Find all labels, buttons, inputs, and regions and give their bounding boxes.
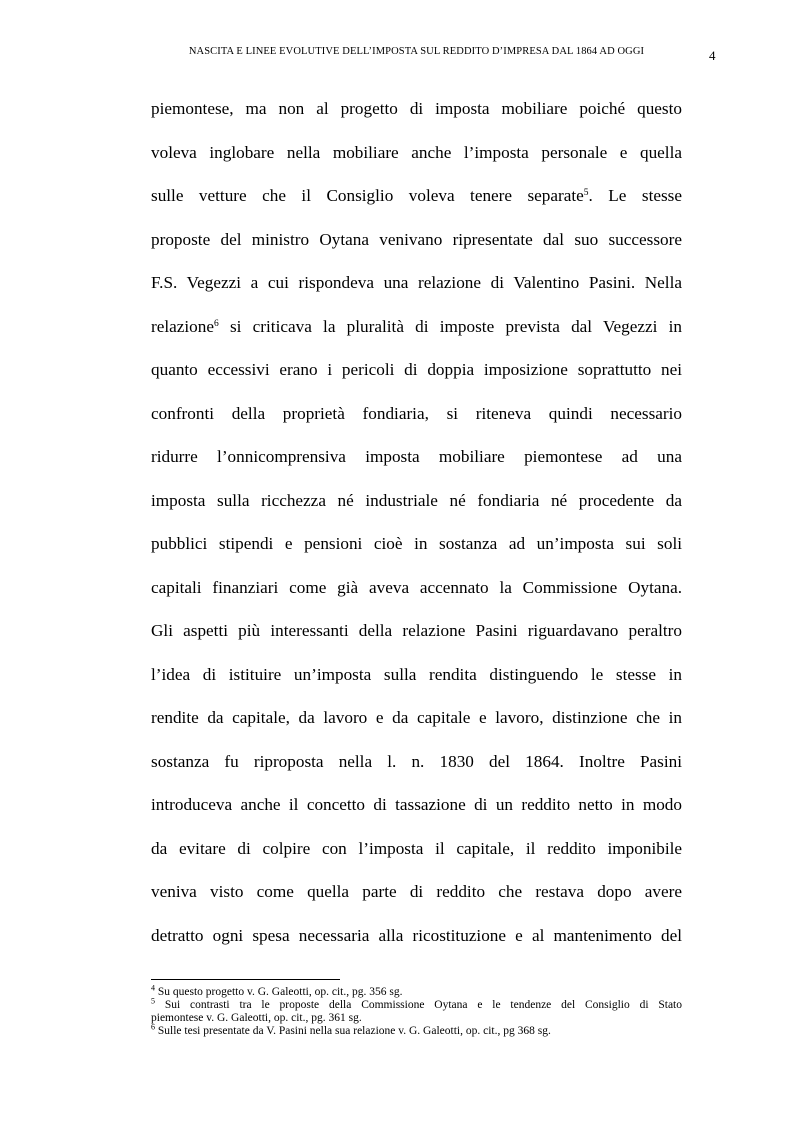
body-line-text: pubblici stipendi e pensioni cioè in sostanza ad un’imposta sui soli	[151, 534, 682, 553]
body-line-text: ridurre l’onnicomprensiva imposta mobiliare piemontese ad una	[151, 447, 682, 466]
footnote-number: 4	[151, 983, 155, 993]
body-line	[151, 435, 682, 479]
body-line	[151, 305, 682, 349]
body-line-text: da evitare di colpire con l’imposta il capitale, il reddito imponibile	[151, 838, 682, 858]
body-line-text: detratto ogni spesa necessaria alla ricostituzione e al mantenimento del	[151, 925, 682, 945]
footnote-4	[151, 983, 682, 999]
body-line-text: confronti della proprietà fondiaria, si riteneva quindi necessario	[151, 403, 682, 423]
body-line-text: l’idea di istituire un’imposta sulla rendita distinguendo le stesse in	[151, 664, 682, 684]
body-line	[151, 653, 682, 697]
footnote-5-continued	[151, 1012, 682, 1025]
body-line	[151, 870, 682, 914]
body-line	[151, 131, 682, 175]
running-header: NASCITA E LINEE EVOLUTIVE DELL’IMPOSTA SUL REDDITO D’IMPRESA DAL 1864 AD OGGI	[188, 46, 645, 57]
body-line	[151, 522, 682, 566]
footnotes	[151, 983, 682, 1038]
footnote-number: 6	[151, 1022, 155, 1032]
body-line	[151, 696, 682, 740]
footnote-number: 5	[151, 996, 155, 1006]
body-line	[151, 827, 682, 871]
body-line-text: . Le stesse	[588, 186, 682, 205]
footnote-text: Su questo progetto v. G. Galeotti, op. cit., pg. 356 sg.	[155, 986, 403, 998]
footnote-text: Sui contrasti tra le proposte della Commissione Oytana e le tendenze del Consiglio di Stato	[155, 999, 682, 1011]
body-line-text: relazione	[151, 316, 214, 336]
body-line	[151, 348, 682, 392]
body-line-text: F.S. Vegezzi a cui rispondeva una relazione di Valentino Pasini. Nella	[151, 273, 682, 292]
body-text	[151, 87, 682, 957]
footnote-5	[151, 996, 682, 1012]
body-line-text: piemontese, ma non al progetto di imposta mobiliare poiché questo	[151, 99, 682, 118]
body-line	[151, 218, 682, 262]
body-line	[151, 566, 682, 610]
body-line-text: voleva inglobare nella mobiliare anche l’imposta personale e quella	[151, 142, 682, 162]
page-number: 4	[709, 48, 716, 63]
body-line	[151, 87, 682, 131]
body-line	[151, 392, 682, 436]
body-line-text: rendite da capitale, da lavoro e da capitale e lavoro, distinzione che in	[151, 708, 682, 727]
body-line-text: quanto eccessivi erano i pericoli di doppia imposizione soprattutto nei	[151, 360, 682, 379]
footnote-separator	[151, 979, 340, 980]
body-line-text: introduceva anche il concetto di tassazione di un reddito netto in modo	[151, 795, 682, 814]
body-line-text: sostanza fu riproposta nella l. n. 1830 del 1864. Inoltre Pasini	[151, 751, 682, 771]
body-line	[151, 914, 682, 958]
body-line	[151, 609, 682, 653]
body-line	[151, 740, 682, 784]
body-line	[151, 479, 682, 523]
body-line-text: veniva visto come quella parte di reddito che restava dopo avere	[151, 882, 682, 901]
body-line	[151, 174, 682, 218]
body-line-text: proposte del ministro Oytana venivano ripresentate dal suo successore	[151, 229, 682, 249]
body-line-text: capitali finanziari come già aveva accennato la Commissione Oytana.	[151, 577, 682, 597]
body-line-text: imposta sulla ricchezza né industriale né fondiaria né procedente da	[151, 490, 682, 510]
footnote-text: Sulle tesi presentate da V. Pasini nella sua relazione v. G. Galeotti, op. cit., pg 368 sg.	[155, 1025, 551, 1037]
body-line-text: si criticava la pluralità di imposte prevista dal Vegezzi in	[218, 316, 682, 336]
footnote-text: piemontese v. G. Galeotti, op. cit., pg. 361 sg.	[151, 1012, 362, 1024]
body-line-text: Gli aspetti più interessanti della relazione Pasini riguardavano peraltro	[151, 621, 682, 640]
footnote-6	[151, 1022, 682, 1038]
footnote-ref-6[interactable]: 6	[213, 318, 219, 329]
body-line-text: sulle vetture che il Consiglio voleva tenere separate	[151, 186, 584, 205]
footnote-ref-5[interactable]: 5	[583, 187, 589, 198]
body-line	[151, 783, 682, 827]
body-line	[151, 261, 682, 305]
